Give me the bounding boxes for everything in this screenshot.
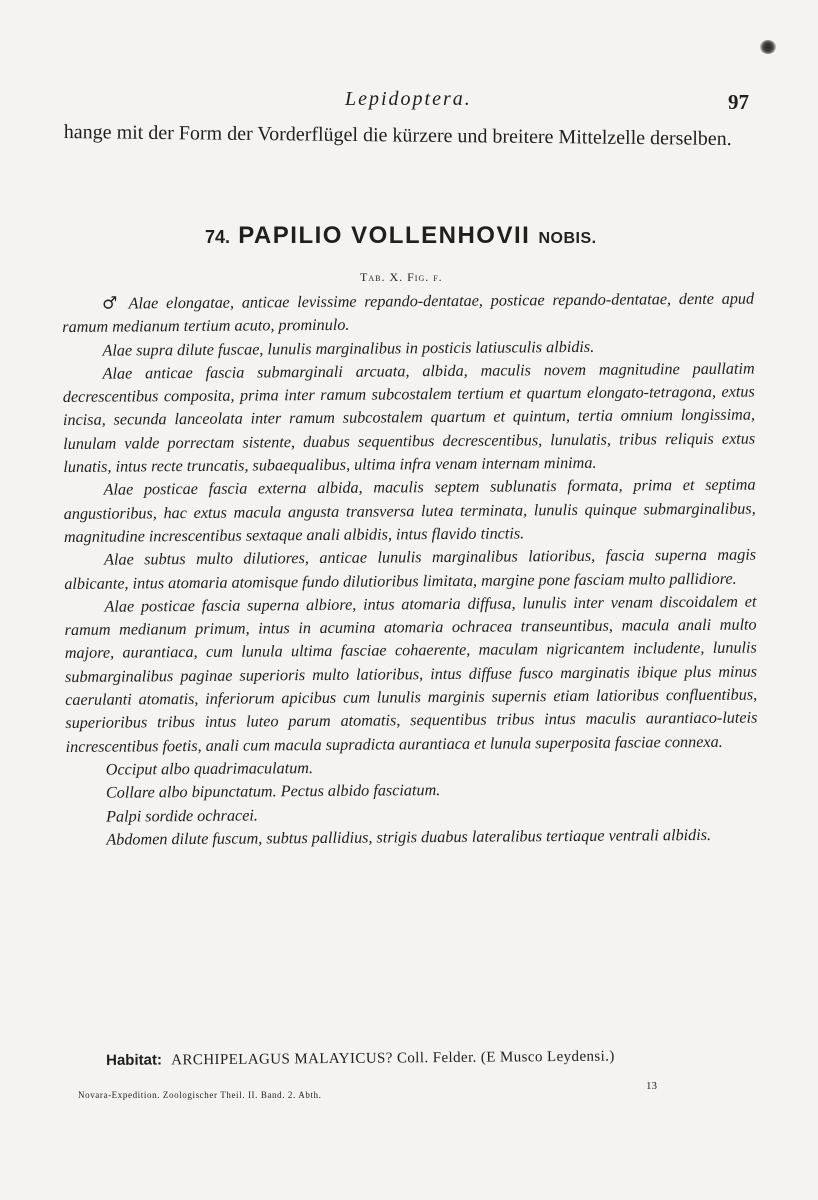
male-symbol-icon: ♂ [102, 293, 122, 314]
description-paragraph: Abdomen dilute fuscum, subtus pallidius, strigis duabus lateralibus tertiaque ventrali albidis. [106, 825, 712, 849]
description-paragraph: Collare albo bipunctatum. Pectus albido fasciatum. [105, 781, 441, 802]
ink-spot [760, 40, 776, 54]
footer-signature: 13 [646, 1080, 657, 1092]
description-paragraph: Palpi sordide ochracei. [106, 806, 258, 826]
page-number: 97 [728, 90, 749, 114]
intro-paragraph: hange mit der Form der Vorderflügel die kürzere und breitere Mittelzelle derselben. [63, 120, 732, 150]
description-paragraph: Alae subtus multo dilutiores, anticae lunulis marginalibus latioribus, fascia superna magis albicante, intus atomaria atomisque fundo dilutioribus limitata, margine pone fasciam multo pallidiore. [64, 545, 757, 593]
description-paragraph: Alae posticae fascia externa albida, maculis septem sublunatis formata, prima et septima angustioribus, hac extus macula angusta transversa lutea terminata, lunulis quinque submarginalibus, magnitudine increscentibus sextaque anali albidis, intus flavido tinctis. [63, 475, 756, 546]
description-paragraph [62, 288, 754, 340]
habitat-label: Habitat: [106, 1051, 162, 1069]
description-paragraph: Occiput albo quadrimaculatum. [105, 758, 314, 779]
species-description [62, 288, 758, 853]
running-head: Lepidoptera. [345, 88, 472, 110]
plate-reference: Tab. X. Fig. f. [360, 270, 443, 284]
species-name: PAPILIO VOLLENHOVII [238, 222, 531, 249]
habitat-line [106, 1048, 615, 1070]
description-paragraph: Alae anticae fascia submarginali arcuata, albida, maculis novem magnitudine paullatim decrescentibus composita, prima inter ramum subcostalem tertium et quartum elongato-tetragona, extus incisa, secunda lanceolata inter ramum subcostalem quartum et quintum, tertia omnium longissima, lunulam valde porrectam sistente, duabus sequentibus decrescentibus, lunulatis, tribus reliquis extus lunatis, intus recte truncatis, subaequalibus, ultima infra venam internam minima. [62, 359, 756, 477]
description-paragraph: Alae supra dilute fuscae, lunulis marginalibus in posticis latiusculis albidis. [102, 337, 595, 360]
description-paragraph: Alae posticae fascia superna albiore, intus atomaria diffusa, lunulis inter venam discoidalem et ramum medianum primum, intus in acumina atomaria ochracea transeuntibus, macula anali multo majore, aurantiaca, cum lunula ultima fasciae cohaerente, maculam nigricantem includente, lunulis submarginalibus paginae superioris multo latioribus, intus diffuse fusco marginatis ibique plus minus caerulanti atomatis, inferiorum apicibus cum lunulis marginis supernis etiam latioribus confluentibus, superioribus tribus intus luteo parum atomatis, sequentibus tribus intus maculis aurantiaco-luteis increscentibus foetis, anali cum macula supradicta aurantiaca et lunula superposita fasciae connexa. [64, 592, 758, 756]
species-author: NOBIS. [538, 230, 597, 247]
paragraph-text: Alae elongatae, anticae levissime repando-dentatae, posticae repando-dentatae, dente apud ramum medianum tertium acuto, prominulo. [62, 289, 755, 337]
habitat-text: ARCHIPELAGUS MALAYICUS? Coll. Felder. (E Musco Leydensi.) [171, 1048, 615, 1069]
species-number: 74. [205, 227, 231, 247]
species-title [205, 222, 597, 250]
footer-publication: Novara-Expedition. Zoologischer Theil. II. Band. 2. Abth. [78, 1090, 322, 1100]
